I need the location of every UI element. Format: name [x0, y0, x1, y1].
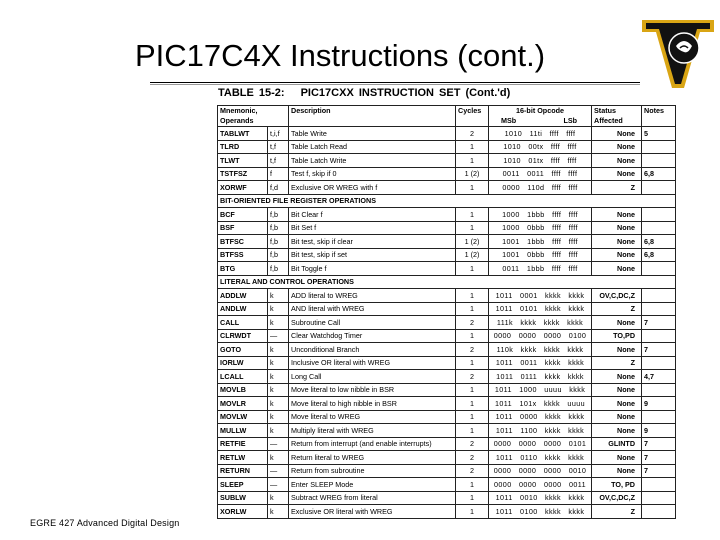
mnemonic-cell: CLRWDT — [218, 329, 268, 343]
operands-cell: k — [268, 491, 289, 505]
opcode-cell: 1011 0110 kkkk kkkk — [489, 451, 592, 465]
mnemonic-cell: TABLWT — [218, 127, 268, 141]
header-opcode-title: 16-bit Opcode — [516, 106, 564, 115]
table-row — [218, 343, 676, 357]
notes-cell: 6,8 — [642, 248, 676, 262]
description-cell: ADD literal to WREG — [289, 289, 456, 303]
opcode-cell: 1011 101x kkkk uuuu — [489, 397, 592, 411]
notes-cell — [642, 329, 676, 343]
opcode-cell: 1011 0000 kkkk kkkk — [489, 410, 592, 424]
opcode-cell: 1010 01tx ffff ffff — [489, 154, 592, 168]
notes-cell: 9 — [642, 397, 676, 411]
mnemonic-cell: CALL — [218, 316, 268, 330]
status-cell: None — [592, 410, 642, 424]
status-cell: Z — [592, 302, 642, 316]
operands-cell: t,f — [268, 154, 289, 168]
operands-cell: f,d — [268, 181, 289, 195]
header-lsb: LSb — [563, 116, 578, 125]
table-row — [218, 248, 676, 262]
status-cell: TO, PD — [592, 478, 642, 492]
notes-cell — [642, 383, 676, 397]
header-mnemonic-operands — [218, 106, 289, 127]
opcode-cell: 1011 0111 kkkk kkkk — [489, 370, 592, 384]
description-cell: Clear Watchdog Timer — [289, 329, 456, 343]
notes-cell — [642, 491, 676, 505]
notes-cell — [642, 262, 676, 276]
mnemonic-cell: BTFSC — [218, 235, 268, 249]
table-row — [218, 370, 676, 384]
description-cell: Table Latch Read — [289, 140, 456, 154]
cycles-cell: 1 — [456, 289, 489, 303]
status-cell: None — [592, 235, 642, 249]
description-cell: Bit Toggle f — [289, 262, 456, 276]
description-cell: Enter SLEEP Mode — [289, 478, 456, 492]
table-row — [218, 154, 676, 168]
description-cell: Bit test, skip if clear — [289, 235, 456, 249]
mnemonic-cell: IORLW — [218, 356, 268, 370]
opcode-cell: 0011 0011 ffff ffff — [489, 167, 592, 181]
cycles-cell: 1 (2) — [456, 167, 489, 181]
opcode-cell: 1011 0100 kkkk kkkk — [489, 505, 592, 519]
opcode-cell: 1011 0001 kkkk kkkk — [489, 289, 592, 303]
table-row — [218, 167, 676, 181]
operands-cell: k — [268, 356, 289, 370]
description-cell: Unconditional Branch — [289, 343, 456, 357]
cycles-cell: 1 — [456, 505, 489, 519]
operands-cell: k — [268, 343, 289, 357]
status-cell: TO,PD — [592, 329, 642, 343]
operands-cell: — — [268, 329, 289, 343]
notes-cell: 7 — [642, 451, 676, 465]
description-cell: Bit Set f — [289, 221, 456, 235]
opcode-cell: 1011 0011 kkkk kkkk — [489, 356, 592, 370]
operands-cell: f,b — [268, 248, 289, 262]
opcode-cell: 0000 0000 0000 0010 — [489, 464, 592, 478]
status-cell: None — [592, 383, 642, 397]
mnemonic-cell: ANDLW — [218, 302, 268, 316]
description-cell: Move literal to high nibble in BSR — [289, 397, 456, 411]
operands-cell: k — [268, 505, 289, 519]
operands-cell: f,b — [268, 262, 289, 276]
cycles-cell: 2 — [456, 464, 489, 478]
status-cell: None — [592, 167, 642, 181]
mnemonic-cell: SLEEP — [218, 478, 268, 492]
status-cell: None — [592, 208, 642, 222]
operands-cell: k — [268, 289, 289, 303]
table-row — [218, 235, 676, 249]
opcode-cell: 1011 1100 kkkk kkkk — [489, 424, 592, 438]
header-notes: Notes — [642, 106, 676, 127]
cycles-cell: 2 — [456, 127, 489, 141]
slide-footer: EGRE 427 Advanced Digital Design — [30, 518, 180, 528]
status-cell: Z — [592, 356, 642, 370]
status-cell: None — [592, 127, 642, 141]
notes-cell: 5 — [642, 127, 676, 141]
table-row — [218, 208, 676, 222]
description-cell: AND literal with WREG — [289, 302, 456, 316]
mnemonic-cell: MOVLW — [218, 410, 268, 424]
mnemonic-cell: MOVLR — [218, 397, 268, 411]
cycles-cell: 1 — [456, 383, 489, 397]
cycles-cell: 1 — [456, 208, 489, 222]
table-row — [218, 316, 676, 330]
table-row — [218, 140, 676, 154]
operands-cell: k — [268, 451, 289, 465]
operands-cell: k — [268, 383, 289, 397]
operands-cell: — — [268, 478, 289, 492]
notes-cell — [642, 208, 676, 222]
notes-cell — [642, 181, 676, 195]
table-row — [218, 478, 676, 492]
status-cell: None — [592, 397, 642, 411]
description-cell: Long Call — [289, 370, 456, 384]
status-cell: OV,C,DC,Z — [592, 491, 642, 505]
table-header-row — [218, 106, 676, 127]
status-cell: None — [592, 221, 642, 235]
table-row — [218, 410, 676, 424]
mnemonic-cell: TLWT — [218, 154, 268, 168]
status-cell: GLINTD — [592, 437, 642, 451]
header-mnemonic: Mnemonic, — [220, 106, 258, 115]
table-caption — [218, 87, 510, 99]
table-caption-label: TABLE 15-2: — [218, 87, 285, 99]
table-row — [218, 289, 676, 303]
description-cell: Table Write — [289, 127, 456, 141]
description-cell: Subroutine Call — [289, 316, 456, 330]
notes-cell: 4,7 — [642, 370, 676, 384]
description-cell: Multiply literal with WREG — [289, 424, 456, 438]
operands-cell: k — [268, 370, 289, 384]
section-header-row — [218, 275, 676, 289]
table-row — [218, 181, 676, 195]
mnemonic-cell: ADDLW — [218, 289, 268, 303]
mnemonic-cell: GOTO — [218, 343, 268, 357]
opcode-cell: 1001 0bbb ffff ffff — [489, 248, 592, 262]
mnemonic-cell: BTG — [218, 262, 268, 276]
table-row — [218, 127, 676, 141]
header-operands: Operands — [220, 116, 254, 125]
cycles-cell: 2 — [456, 451, 489, 465]
instruction-set-table — [217, 105, 676, 519]
mnemonic-cell: RETLW — [218, 451, 268, 465]
mnemonic-cell: RETFIE — [218, 437, 268, 451]
status-cell: None — [592, 370, 642, 384]
notes-cell: 7 — [642, 437, 676, 451]
mnemonic-cell: XORWF — [218, 181, 268, 195]
table-caption-title: PIC17CXX INSTRUCTION SET (Cont.'d) — [300, 87, 511, 99]
description-cell: Table Latch Write — [289, 154, 456, 168]
section-title: LITERAL AND CONTROL OPERATIONS — [218, 275, 676, 289]
cycles-cell: 1 — [456, 262, 489, 276]
operands-cell: k — [268, 410, 289, 424]
mnemonic-cell: XORLW — [218, 505, 268, 519]
notes-cell — [642, 154, 676, 168]
description-cell: Move literal to WREG — [289, 410, 456, 424]
opcode-cell: 1010 00tx ffff ffff — [489, 140, 592, 154]
cycles-cell: 2 — [456, 316, 489, 330]
table-row — [218, 505, 676, 519]
operands-cell: k — [268, 316, 289, 330]
status-cell: None — [592, 316, 642, 330]
opcode-cell: 1000 0bbb ffff ffff — [489, 221, 592, 235]
table-row — [218, 221, 676, 235]
table-row — [218, 437, 676, 451]
status-cell: Z — [592, 181, 642, 195]
status-cell: None — [592, 154, 642, 168]
notes-cell — [642, 289, 676, 303]
header-cycles: Cycles — [456, 106, 489, 127]
mnemonic-cell: RETURN — [218, 464, 268, 478]
operands-cell: — — [268, 464, 289, 478]
table-row — [218, 356, 676, 370]
description-cell: Return from interrupt (and enable interrupts) — [289, 437, 456, 451]
mnemonic-cell: BCF — [218, 208, 268, 222]
mnemonic-cell: MULLW — [218, 424, 268, 438]
operands-cell: — — [268, 437, 289, 451]
operands-cell: f,b — [268, 221, 289, 235]
operands-cell: f — [268, 167, 289, 181]
cycles-cell: 2 — [456, 370, 489, 384]
cycles-cell: 1 — [456, 410, 489, 424]
description-cell: Inclusive OR literal with WREG — [289, 356, 456, 370]
operands-cell: k — [268, 397, 289, 411]
table-row — [218, 397, 676, 411]
operands-cell: k — [268, 302, 289, 316]
status-cell: None — [592, 262, 642, 276]
status-cell: None — [592, 424, 642, 438]
notes-cell: 7 — [642, 316, 676, 330]
status-cell: Z — [592, 505, 642, 519]
description-cell: Bit Clear f — [289, 208, 456, 222]
description-cell: Subtract WREG from literal — [289, 491, 456, 505]
table-row — [218, 451, 676, 465]
description-cell: Bit test, skip if set — [289, 248, 456, 262]
status-cell: None — [592, 451, 642, 465]
cycles-cell: 1 (2) — [456, 248, 489, 262]
opcode-cell: 1011 0101 kkkk kkkk — [489, 302, 592, 316]
cycles-cell: 1 — [456, 478, 489, 492]
cycles-cell: 1 — [456, 140, 489, 154]
cycles-cell: 1 — [456, 181, 489, 195]
operands-cell: t,i,f — [268, 127, 289, 141]
table-row — [218, 491, 676, 505]
opcode-cell: 0011 1bbb ffff ffff — [489, 262, 592, 276]
cycles-cell: 1 — [456, 356, 489, 370]
university-ram-logo-icon — [640, 16, 716, 92]
description-cell: Exclusive OR WREG with f — [289, 181, 456, 195]
notes-cell: 7 — [642, 464, 676, 478]
cycles-cell: 2 — [456, 437, 489, 451]
opcode-cell: 1001 1bbb ffff ffff — [489, 235, 592, 249]
mnemonic-cell: TLRD — [218, 140, 268, 154]
cycles-cell: 1 (2) — [456, 235, 489, 249]
opcode-cell: 111k kkkk kkkk kkkk — [489, 316, 592, 330]
table-row — [218, 424, 676, 438]
status-cell: None — [592, 464, 642, 478]
slide-title: PIC17C4X Instructions (cont.) — [134, 38, 546, 73]
notes-cell: 7 — [642, 343, 676, 357]
notes-cell: 6,8 — [642, 235, 676, 249]
header-opcode — [489, 106, 592, 127]
mnemonic-cell: LCALL — [218, 370, 268, 384]
notes-cell — [642, 478, 676, 492]
description-cell: Test f, skip if 0 — [289, 167, 456, 181]
table-row — [218, 302, 676, 316]
notes-cell — [642, 140, 676, 154]
mnemonic-cell: BSF — [218, 221, 268, 235]
notes-cell — [642, 356, 676, 370]
opcode-cell: 0000 0000 0000 0011 — [489, 478, 592, 492]
cycles-cell: 1 — [456, 302, 489, 316]
description-cell: Move literal to low nibble in BSR — [289, 383, 456, 397]
status-cell: None — [592, 343, 642, 357]
notes-cell — [642, 221, 676, 235]
mnemonic-cell: SUBLW — [218, 491, 268, 505]
description-cell: Return from subroutine — [289, 464, 456, 478]
cycles-cell: 1 — [456, 329, 489, 343]
table-row — [218, 329, 676, 343]
opcode-cell: 0000 0000 0000 0100 — [489, 329, 592, 343]
status-cell: OV,C,DC,Z — [592, 289, 642, 303]
section-header-row — [218, 194, 676, 208]
notes-cell — [642, 410, 676, 424]
opcode-cell: 1000 1bbb ffff ffff — [489, 208, 592, 222]
opcode-cell: 1010 11ti ffff ffff — [489, 127, 592, 141]
header-msb: MSb — [501, 116, 517, 125]
table-row — [218, 262, 676, 276]
operands-cell: f,b — [268, 208, 289, 222]
opcode-cell: 0000 0000 0000 0101 — [489, 437, 592, 451]
title-divider — [150, 82, 640, 85]
opcode-cell: 110k kkkk kkkk kkkk — [489, 343, 592, 357]
table-row — [218, 464, 676, 478]
status-cell: None — [592, 140, 642, 154]
notes-cell — [642, 505, 676, 519]
cycles-cell: 2 — [456, 343, 489, 357]
opcode-cell: 0000 110d ffff ffff — [489, 181, 592, 195]
operands-cell: t,f — [268, 140, 289, 154]
cycles-cell: 1 — [456, 424, 489, 438]
status-cell: None — [592, 248, 642, 262]
notes-cell: 6,8 — [642, 167, 676, 181]
cycles-cell: 1 — [456, 491, 489, 505]
opcode-cell: 1011 0010 kkkk kkkk — [489, 491, 592, 505]
table-row — [218, 383, 676, 397]
operands-cell: k — [268, 424, 289, 438]
operands-cell: f,b — [268, 235, 289, 249]
description-cell: Exclusive OR literal with WREG — [289, 505, 456, 519]
description-cell: Return literal to WREG — [289, 451, 456, 465]
notes-cell — [642, 302, 676, 316]
cycles-cell: 1 — [456, 154, 489, 168]
cycles-cell: 1 — [456, 221, 489, 235]
header-description: Description — [289, 106, 456, 127]
mnemonic-cell: MOVLB — [218, 383, 268, 397]
cycles-cell: 1 — [456, 397, 489, 411]
header-status-affected: Status Affected — [592, 106, 642, 127]
mnemonic-cell: TSTFSZ — [218, 167, 268, 181]
opcode-cell: 1011 1000 uuuu kkkk — [489, 383, 592, 397]
mnemonic-cell: BTFSS — [218, 248, 268, 262]
section-title: BIT-ORIENTED FILE REGISTER OPERATIONS — [218, 194, 676, 208]
notes-cell: 9 — [642, 424, 676, 438]
